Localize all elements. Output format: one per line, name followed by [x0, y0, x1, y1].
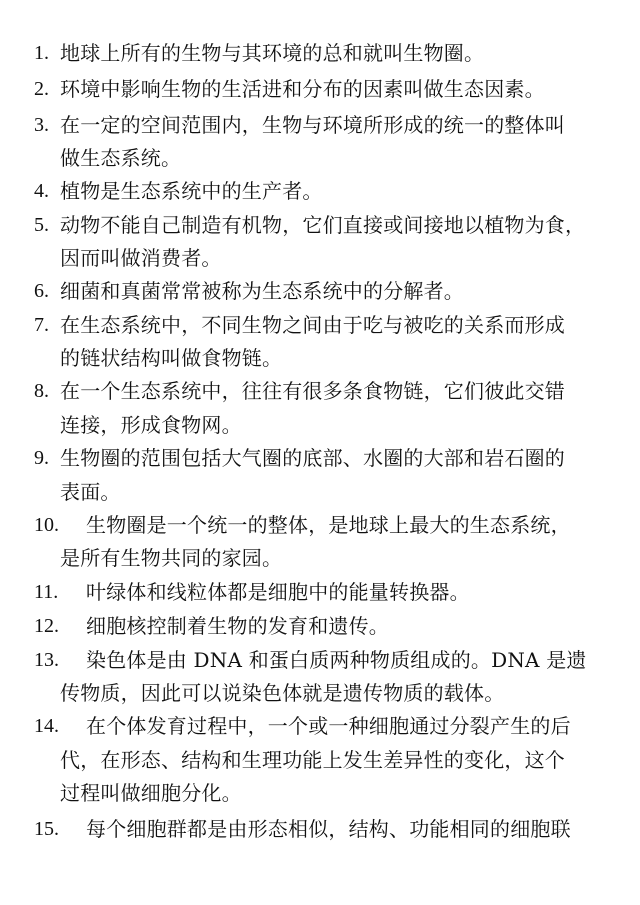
item-text: 的链状结构叫做食物链。: [60, 346, 283, 370]
list-item-11: [0, 575, 640, 609]
item-text: 表面。: [60, 480, 121, 504]
item-text: 过程叫做细胞分化。: [60, 781, 242, 805]
list-item-9: [0, 441, 640, 475]
item-number: 5.: [34, 214, 49, 236]
item-number: 4.: [34, 180, 49, 202]
item-text: 动物不能自己制造有机物，它们直接或间接地以植物为食，: [60, 213, 586, 237]
item-text: 生物圈的范围包括大气圈的底部、水圈的大部和岩石圈的: [60, 446, 565, 470]
item-text: 环境中影响生物的生活进和分布的因素叫做生态因素。: [60, 77, 545, 101]
list-item-1: [0, 36, 640, 70]
item-text: 地球上所有的生物与其环境的总和就叫生物圈。: [60, 41, 485, 65]
item-number: 1.: [34, 42, 49, 64]
item-text: 细菌和真菌常常被称为生态系统中的分解者。: [60, 279, 464, 303]
list-item-5-continuation: [0, 241, 640, 275]
item-text: 叶绿体和线粒体都是细胞中的能量转换器。: [86, 580, 470, 604]
item-number: 9.: [34, 447, 49, 469]
list-item-8: [0, 374, 640, 408]
item-text: 在生态系统中，不同生物之间由于吃与被吃的关系而形成: [60, 313, 565, 337]
list-item-14-continuation: [0, 743, 640, 777]
item-text: 生物圈是一个统一的整体，是地球上最大的生态系统，: [86, 513, 571, 537]
item-number: 11.: [34, 581, 59, 603]
list-item-7: [0, 308, 640, 342]
list-item-15: [0, 812, 640, 846]
list-item-13: [0, 643, 640, 677]
item-number: 3.: [34, 114, 49, 136]
list-item-14: [0, 709, 640, 743]
item-number: 14.: [34, 715, 59, 737]
item-number: 13.: [34, 649, 59, 671]
item-number: 6.: [34, 280, 49, 302]
item-text: 因而叫做消费者。: [60, 246, 222, 270]
list-item-8-continuation: [0, 408, 640, 442]
list-item-10: [0, 508, 640, 542]
item-text: 在一定的空间范围内，生物与环境所形成的统一的整体叫: [60, 113, 565, 137]
list-item-6: [0, 274, 640, 308]
item-number: 7.: [34, 314, 49, 336]
list-item-4: [0, 174, 640, 208]
list-item-5: [0, 208, 640, 242]
list-item-2: [0, 72, 640, 106]
item-text: 传物质，因此可以说染色体就是遗传物质的载体。: [60, 681, 505, 705]
item-text: 植物是生态系统中的生产者。: [60, 179, 323, 203]
item-text: 连接，形成食物网。: [60, 413, 242, 437]
list-item-7-continuation: [0, 341, 640, 375]
item-text: 是所有生物共同的家园。: [60, 546, 283, 570]
item-number: 10.: [34, 514, 59, 536]
item-text: 染色体是由 DNA 和蛋白质两种物质组成的。DNA 是遗: [86, 648, 587, 672]
list-item-9-continuation: [0, 475, 640, 509]
item-text: 在一个生态系统中，往往有很多条食物链，它们彼此交错: [60, 379, 565, 403]
list-item-3-continuation: [0, 141, 640, 175]
item-number: 15.: [34, 818, 59, 840]
item-text: 做生态系统。: [60, 146, 182, 170]
list-item-13-continuation: [0, 676, 640, 710]
item-text: 细胞核控制着生物的发育和遗传。: [86, 614, 389, 638]
item-number: 2.: [34, 78, 49, 100]
item-text: 在个体发育过程中，一个或一种细胞通过分裂产生的后: [86, 714, 571, 738]
list-item-10-continuation: [0, 541, 640, 575]
list-item-14-continuation: [0, 776, 640, 810]
list-item-12: [0, 609, 640, 643]
list-item-3: [0, 108, 640, 142]
item-number: 8.: [34, 380, 49, 402]
item-number: 12.: [34, 615, 59, 637]
item-text: 每个细胞群都是由形态相似，结构、功能相同的细胞联: [86, 817, 571, 841]
item-text: 代，在形态、结构和生理功能上发生差异性的变化，这个: [60, 748, 565, 772]
